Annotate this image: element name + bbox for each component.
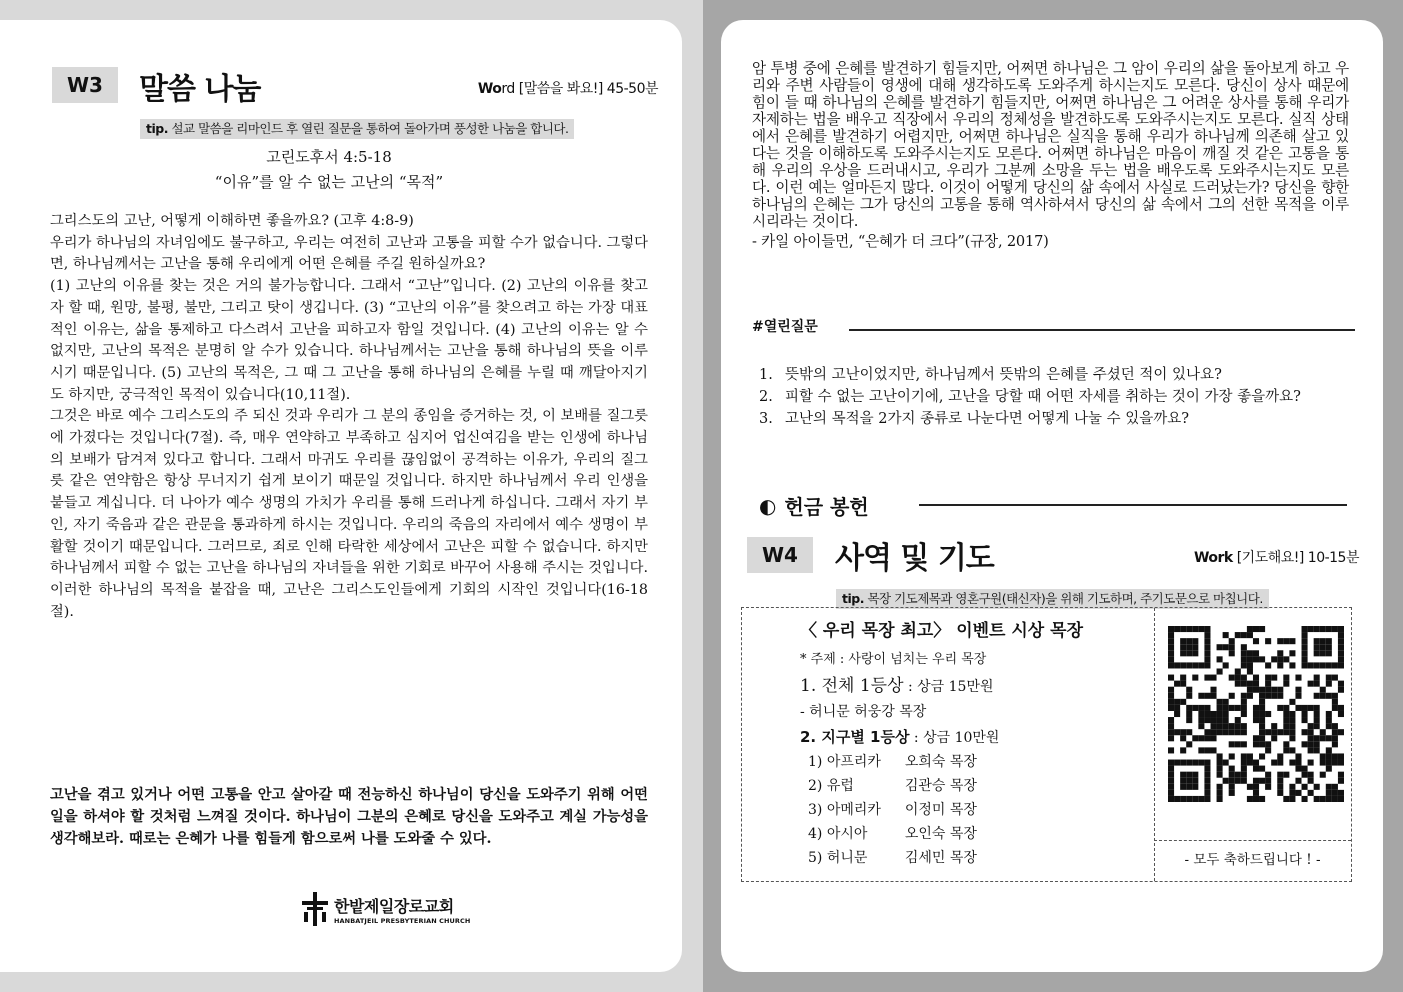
first-prize-winner: - 허니문 허웅강 목장 — [800, 704, 927, 720]
winner-row — [808, 798, 977, 823]
winner-row — [808, 846, 977, 871]
first-prize-amount: : 상금 15만원 — [903, 679, 994, 695]
church-name-ko: 한밭제일장로교회 — [334, 896, 454, 916]
section-title-w3: 말씀 나눔 — [139, 72, 261, 107]
sermon-body — [50, 211, 648, 623]
winner-region: 유럽 — [826, 778, 854, 794]
winner-name: 오희숙 목장 — [904, 754, 977, 770]
winner-row — [808, 774, 977, 799]
question-text: 피할 수 없는 고난이기에, 고난을 당할 때 어떤 자세를 취하는 것이 가장 좋을까요? — [785, 389, 1301, 405]
congratulations-text: - 모두 축하드립니다 ! - — [1184, 852, 1321, 868]
event-box — [741, 607, 1352, 882]
quote-source: - 카일 아이들먼, “은혜가 더 크다”(규장, 2017) — [752, 233, 1049, 250]
body-paragraph: 그리스도의 고난, 어떻게 이해하면 좋을까요? (고후 4:8-9) — [50, 213, 414, 229]
winner-region: 허니문 — [826, 850, 868, 866]
event-title: 〈 우리 목장 최고〉 이벤트 시상 목장 — [800, 621, 1083, 641]
sermon-title: “이유”를 알 수 없는 고난의 “목적” — [214, 173, 444, 191]
open-question-rule — [849, 329, 1355, 331]
cross-logo-icon — [302, 892, 328, 926]
winner-name: 김관승 목장 — [904, 778, 977, 794]
quote-block — [752, 60, 1349, 250]
tip-label: tip. — [842, 591, 864, 606]
open-question-label: #열린질문 — [752, 319, 818, 335]
winner-num: 4) — [808, 826, 823, 842]
second-prize-line — [800, 725, 999, 751]
section-meta-w3 — [478, 78, 658, 98]
tip-text: 목장 기도제목과 영혼구원(태신자)을 위해 기도하며, 주기도문으로 마칩니다. — [863, 591, 1263, 606]
body-paragraph: (1) 고난의 이유를 찾는 것은 거의 불가능합니다. 그래서 “고난”입니다. (2) 고난의 이유를 찾고자 할 때, 원망, 불평, 불만, 그리고 탓이 생깁니다. (3) “고난의 이유”를 찾으려고 하는 가장 대표적인 이유는, 삶을 통제하고 다스려서 고난을 피하고자 함일 것입니다. (4) 고난의 이유는 알 수 없지만, 고난의 목적은 분명히 알 수가 있습니다. 하나님께서는 고난을 통해 하나님의 뜻을 이루시기 때문입니다. (5) 고난의 목적은, 그 때 그 고난을 통해 하나님의 은혜를 누릴 때 깨달아지기도 하지만, 궁극적인 목적이 있습니다(10,11절). — [50, 278, 648, 403]
event-theme: * 주제 : 사랑이 넘치는 우리 목장 — [800, 652, 987, 667]
second-prize-amount: : 상금 10만원 — [909, 730, 1000, 746]
winner-num: 2) — [808, 778, 823, 794]
tip-banner — [140, 119, 574, 139]
meta-bold: Wo — [477, 81, 502, 97]
tip-label: tip. — [146, 121, 168, 136]
first-prize-label: 1. 전체 1등상 — [800, 676, 904, 696]
meta-text: [기도해요!] 10-15분 — [1232, 550, 1359, 566]
box-divider — [1154, 840, 1351, 841]
body-paragraph: 우리가 하나님의 자녀임에도 불구하고, 우리는 여전히 고난과 고통을 피할 수가 없습니다. 그렇다면, 하나님께서는 고난을 통해 우리에게 어떤 은혜를 주길 원하실까요? — [50, 234, 648, 273]
winner-num: 3) — [808, 802, 823, 818]
question-list — [759, 364, 1341, 430]
church-logo — [302, 892, 470, 926]
winner-row — [808, 822, 977, 847]
section-title-w4: 사역 및 기도 — [835, 541, 994, 576]
second-prize-label: 2. 지구별 1등상 — [800, 728, 910, 746]
body-paragraph: 그것은 바로 예수 그리스도의 주 되신 것과 우리가 그 분의 종임을 증거하는 것, 이 보배를 질그릇에 가졌다는 것입니다(7절). 즉, 매우 연약하고 부족하고 심지어 업신여김을 받는 인생에 하나님의 보배가 담겨져 있다고 합니다. 그래서 마귀도 우리를 끊임없이 공격하는 이유가, 우리의 질그릇 같은 연약함은 항상 무너지기 쉽게 보이기 때문일 것입니다. 하지만 하나님께서 우리 인생을 붙들고 계십니다. 더 나아가 예수 생명의 가치가 우리를 통해 드러나게 하십니다. 그래서 자기 부인, 자기 죽음과 같은 관문을 통과하게 하시는 것입니다. 우리의 죽음의 자리에서 예수 생명이 부활할 것이기 때문입니다. 그러므로, 죄로 인해 타락한 세상에서 고난은 피할 수 없습니다. 하지만 하나님께서 피할 수 없는 고난을 하나님의 자녀들을 위한 기회로 바꾸어 사용해 주시는 것입니다. 이러한 하나님의 목적을 붙잡을 때, 고난은 그리스도인들에게 기회의 시작인 것입니다(16-18절). — [50, 408, 648, 620]
question-number: 2. — [759, 389, 773, 405]
verse-reference: 고린도후서 4:5-18 — [266, 148, 392, 166]
winner-name: 김세민 목장 — [904, 850, 977, 866]
question-item — [759, 386, 1341, 408]
offering-rule — [919, 504, 1347, 506]
question-item — [759, 364, 1341, 386]
church-name-en: HANBATJEIL PRESBYTERIAN CHURCH — [334, 916, 471, 925]
tip-text: 설교 말씀을 리마인드 후 열린 질문을 통하여 돌아가며 풍성한 나눔을 합니다. — [167, 121, 569, 136]
offering-heading — [759, 491, 869, 520]
quote-text: 암 투병 중에 은혜를 발견하기 힘들지만, 어쩌면 하나님은 그 암이 우리의 삶을 돌아보게 하고 우리와 주변 사람들이 영생에 대해 생각하도록 도와주게 하시는지도 모른다. 당신이 상사 때문에 힘이 들 때 하나님의 은혜를 발견하기 힘들지만, 어쩌면 하나님은 그 어려운 상사를 통해 우리가 자제하는 법을 배우고 직장에서 우리의 정체성을 발견하도록 도와주시는지도 모른다. 실직 상태에서 은혜를 발견하기 어렵지만, 어쩌면 하나님은 실직을 통해 우리가 하나님께 의존해 살고 있다는 것을 이해하도록 도와주시는지도 모른다. 어쩌면 하나님은 마음이 깨질 것 같은 고통을 통해 우리의 우상을 드러내시고, 우리가 그분께 소망을 두는 법을 배우도록 도와주시는지도 모른다. 이런 예는 얼마든지 많다. 이것이 어떻게 당신의 삶 속에서 사실로 드러났는가? 당신을 향한 하나님의 은혜는 그가 당신의 고통을 통해 역사하셔서 당신의 삶 속에서 그의 선한 목적을 이루시리라는 것이다. — [752, 60, 1349, 230]
highlight-text: 고난을 겪고 있거나 어떤 고통을 안고 살아갈 때 전능하신 하나님이 당신을 도와주기 위해 어떤 일을 하셔야 할 것처럼 느껴질 것이다. 하나님이 그분의 은혜로 당신을 도와주고 계실 가능성을 생각해보라. 때로는 은혜가 나를 힘들게 함으로써 나를 도와줄 수 있다. — [50, 787, 648, 847]
highlight-paragraph — [50, 784, 648, 850]
winner-region: 아메리카 — [826, 802, 881, 818]
meta-bold: Work — [1193, 550, 1233, 566]
winner-region: 아시아 — [826, 826, 868, 842]
section-tag-w3: W3 — [52, 67, 118, 103]
tip-banner — [836, 589, 1269, 609]
question-number: 3. — [759, 411, 773, 427]
question-text: 뜻밖의 고난이었지만, 하나님께서 뜻밖의 은혜를 주셨던 적이 있나요? — [785, 367, 1222, 383]
winner-region: 아프리카 — [826, 754, 881, 770]
left-page — [0, 20, 682, 972]
qr-code-icon[interactable] — [1168, 626, 1344, 802]
right-page — [721, 20, 1383, 972]
winner-num: 1) — [808, 754, 823, 770]
question-number: 1. — [759, 367, 773, 383]
winner-name: 이정미 목장 — [904, 802, 977, 818]
first-prize-line — [800, 674, 994, 700]
question-text: 고난의 목적을 2가지 종류로 나눈다면 어떻게 나눌 수 있을까요? — [785, 411, 1190, 427]
section-tag-w4: W4 — [747, 537, 813, 573]
question-item — [759, 408, 1341, 430]
winner-num: 5) — [808, 850, 823, 866]
offering-label: 헌금 봉헌 — [784, 495, 869, 519]
winner-name: 오인숙 목장 — [904, 826, 977, 842]
section-meta-w4 — [1194, 547, 1359, 567]
winner-row — [808, 750, 977, 775]
half-circle-icon: ◐ — [759, 493, 777, 518]
meta-text: rd [말씀을 봐요!] 45-50분 — [501, 81, 658, 97]
